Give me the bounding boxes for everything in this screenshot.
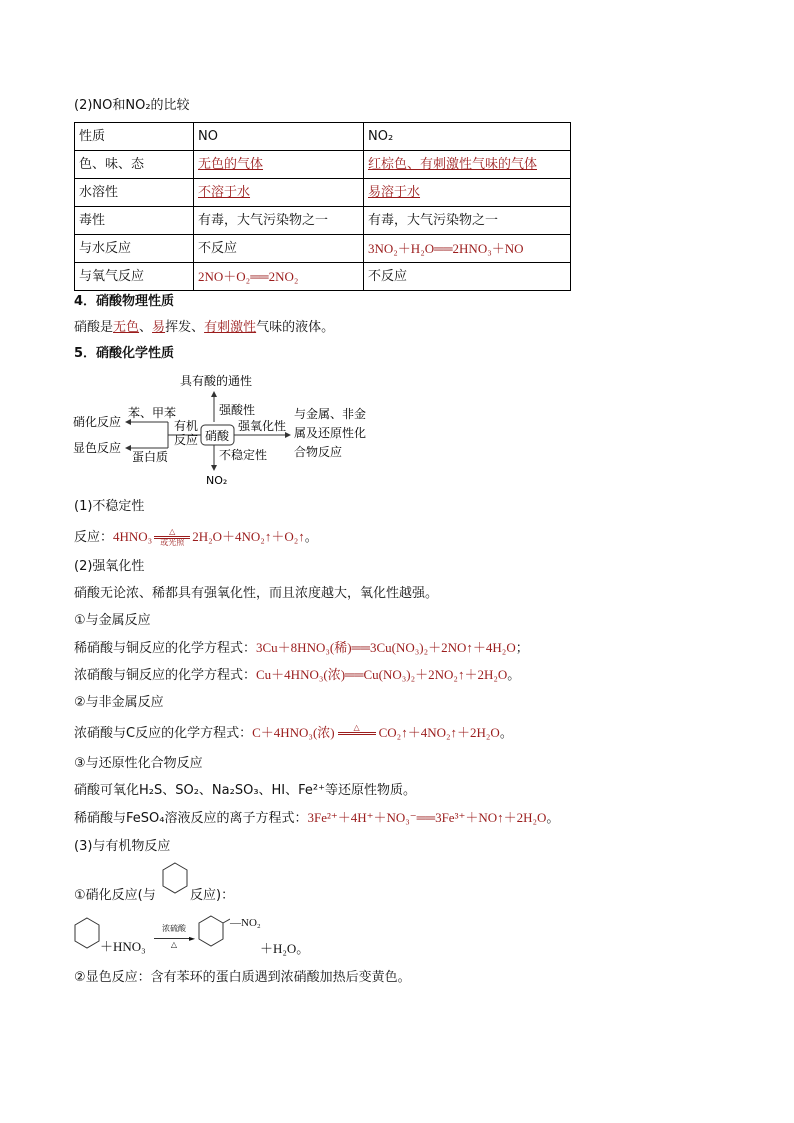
sulfuric-acid-arrow: 浓硫酸 ► △ bbox=[152, 928, 196, 954]
row-label: 毒性 bbox=[75, 207, 194, 235]
table-row bbox=[75, 179, 571, 207]
condition-arrow: △ 或光照 bbox=[152, 528, 192, 546]
instability-equation: 反应：4HNO₃ △ 或光照 2H₂O＋4NO₂↑＋O₂↑。 bbox=[74, 527, 318, 547]
diagram-center: 硝酸 bbox=[205, 429, 230, 443]
heat-arrow: △ bbox=[335, 724, 379, 742]
table-header: 性质 bbox=[75, 123, 194, 151]
diagram-right-label: 强氧化性 bbox=[238, 419, 287, 433]
row-label: 水溶性 bbox=[75, 179, 194, 207]
diagram-left-bottom-label: 蛋白质 bbox=[132, 450, 169, 464]
plus-h2o: ＋H₂O。 bbox=[260, 941, 310, 956]
diagram-top: 具有酸的通性 bbox=[180, 374, 253, 388]
no2-value: 3NO₂＋H₂O══2HNO₃＋NO bbox=[364, 235, 571, 263]
benzene-reactant-icon bbox=[72, 915, 102, 955]
diagram-left-label-2: 反应 bbox=[174, 433, 199, 447]
no-value: 有毒，大气污染物之一 bbox=[194, 207, 364, 235]
no2-value: 有毒，大气污染物之一 bbox=[364, 207, 571, 235]
metal-reaction-title: ①与金属反应 bbox=[74, 613, 151, 628]
table-row bbox=[75, 207, 571, 235]
table-header: NO₂ bbox=[364, 123, 571, 151]
nitrobenzene-ring-icon bbox=[196, 912, 230, 952]
diagram-bottom: NO₂ bbox=[206, 474, 228, 487]
nitric-acid-properties-diagram bbox=[68, 370, 388, 490]
dilute-copper-line: 稀硝酸与铜反应的化学方程式：3Cu＋8HNO₃(稀)══3Cu(NO₃)₂＋2NO↑＋4H₂O； bbox=[74, 640, 529, 656]
no-value: 2NO＋O₂══2NO₂ bbox=[194, 263, 364, 291]
nonmetal-reaction-title: ②与非金属反应 bbox=[74, 695, 164, 710]
no-value: 无色的气体 bbox=[194, 151, 364, 179]
carbon-line: 浓硝酸与C反应的化学方程式：C＋4HNO₃(浓) △ CO₂↑＋4NO₂↑＋2H₂O。 bbox=[74, 723, 513, 741]
diagram-up-label: 强酸性 bbox=[219, 403, 256, 417]
row-label: 与水反应 bbox=[75, 235, 194, 263]
diagram-down-label: 不稳定性 bbox=[219, 448, 268, 462]
benzene-ring-icon bbox=[160, 860, 190, 900]
ferrous-line: 稀硝酸与FeSO₄溶液反应的离子方程式：3Fe²⁺＋4H⁺＋NO₃⁻══3Fe³⁺＋NO↑＋2H₂O。 bbox=[74, 810, 560, 826]
conc-copper-line: 浓硝酸与铜反应的化学方程式：Cu＋4HNO₃(浓)══Cu(NO₃)₂＋2NO₂↑＋2H₂O。 bbox=[74, 667, 521, 683]
diagram-right-2: 属及还原性化 bbox=[294, 426, 367, 440]
reducing-text: 硝酸可氧化H₂S、SO₂、Na₂SO₃、HI、Fe²⁺等还原性物质。 bbox=[74, 783, 416, 798]
organic-title: (3)与有机物反应 bbox=[74, 839, 171, 854]
diagram-right-3: 合物反应 bbox=[294, 445, 343, 459]
diagram-right-1: 与金属、非金 bbox=[294, 407, 367, 421]
section-5-heading: 5．硝酸化学性质 bbox=[74, 346, 175, 361]
no-value: 不反应 bbox=[194, 235, 364, 263]
instability-title: (1)不稳定性 bbox=[74, 499, 145, 514]
comparison-table bbox=[74, 122, 571, 291]
no2-value: 不反应 bbox=[364, 263, 571, 291]
reducing-reaction-title: ③与还原性化合物反应 bbox=[74, 756, 203, 771]
no2-value: 红棕色、有刺激性气味的气体 bbox=[364, 151, 571, 179]
table-header: NO bbox=[194, 123, 364, 151]
no2-value: 易溶于水 bbox=[364, 179, 571, 207]
table-row bbox=[75, 151, 571, 179]
color-reaction-text: ②显色反应：含有苯环的蛋白质遇到浓硝酸加热后变黄色。 bbox=[74, 970, 411, 985]
table-row bbox=[75, 235, 571, 263]
section-title-no-no2: (2)NO和NO₂的比较 bbox=[74, 98, 190, 113]
section-4-heading: 4．硝酸物理性质 bbox=[74, 294, 175, 309]
row-label: 色、味、态 bbox=[75, 151, 194, 179]
nitration-prefix: ①硝化反应(与 bbox=[74, 888, 156, 903]
diagram-left-1: 硝化反应 bbox=[73, 415, 122, 429]
diagram-left-top-label: 苯、甲苯 bbox=[128, 406, 177, 420]
no-value: 不溶于水 bbox=[194, 179, 364, 207]
plus-hno3: ＋HNO₃ bbox=[100, 939, 146, 954]
nitration-suffix: 反应)： bbox=[190, 888, 235, 903]
nitro-group: —NO₂ bbox=[230, 917, 261, 929]
diagram-left-label-1: 有机 bbox=[174, 419, 199, 433]
diagram-left-2: 显色反应 bbox=[73, 441, 122, 455]
table-row bbox=[75, 263, 571, 291]
physical-properties-text: 硝酸是无色、易挥发、有刺激性气味的液体。 bbox=[74, 320, 335, 335]
row-label: 与氧气反应 bbox=[75, 263, 194, 291]
table-header-row bbox=[75, 123, 571, 151]
oxidation-title: (2)强氧化性 bbox=[74, 559, 145, 574]
oxidation-intro: 硝酸无论浓、稀都具有强氧化性，而且浓度越大，氧化性越强。 bbox=[74, 586, 439, 601]
